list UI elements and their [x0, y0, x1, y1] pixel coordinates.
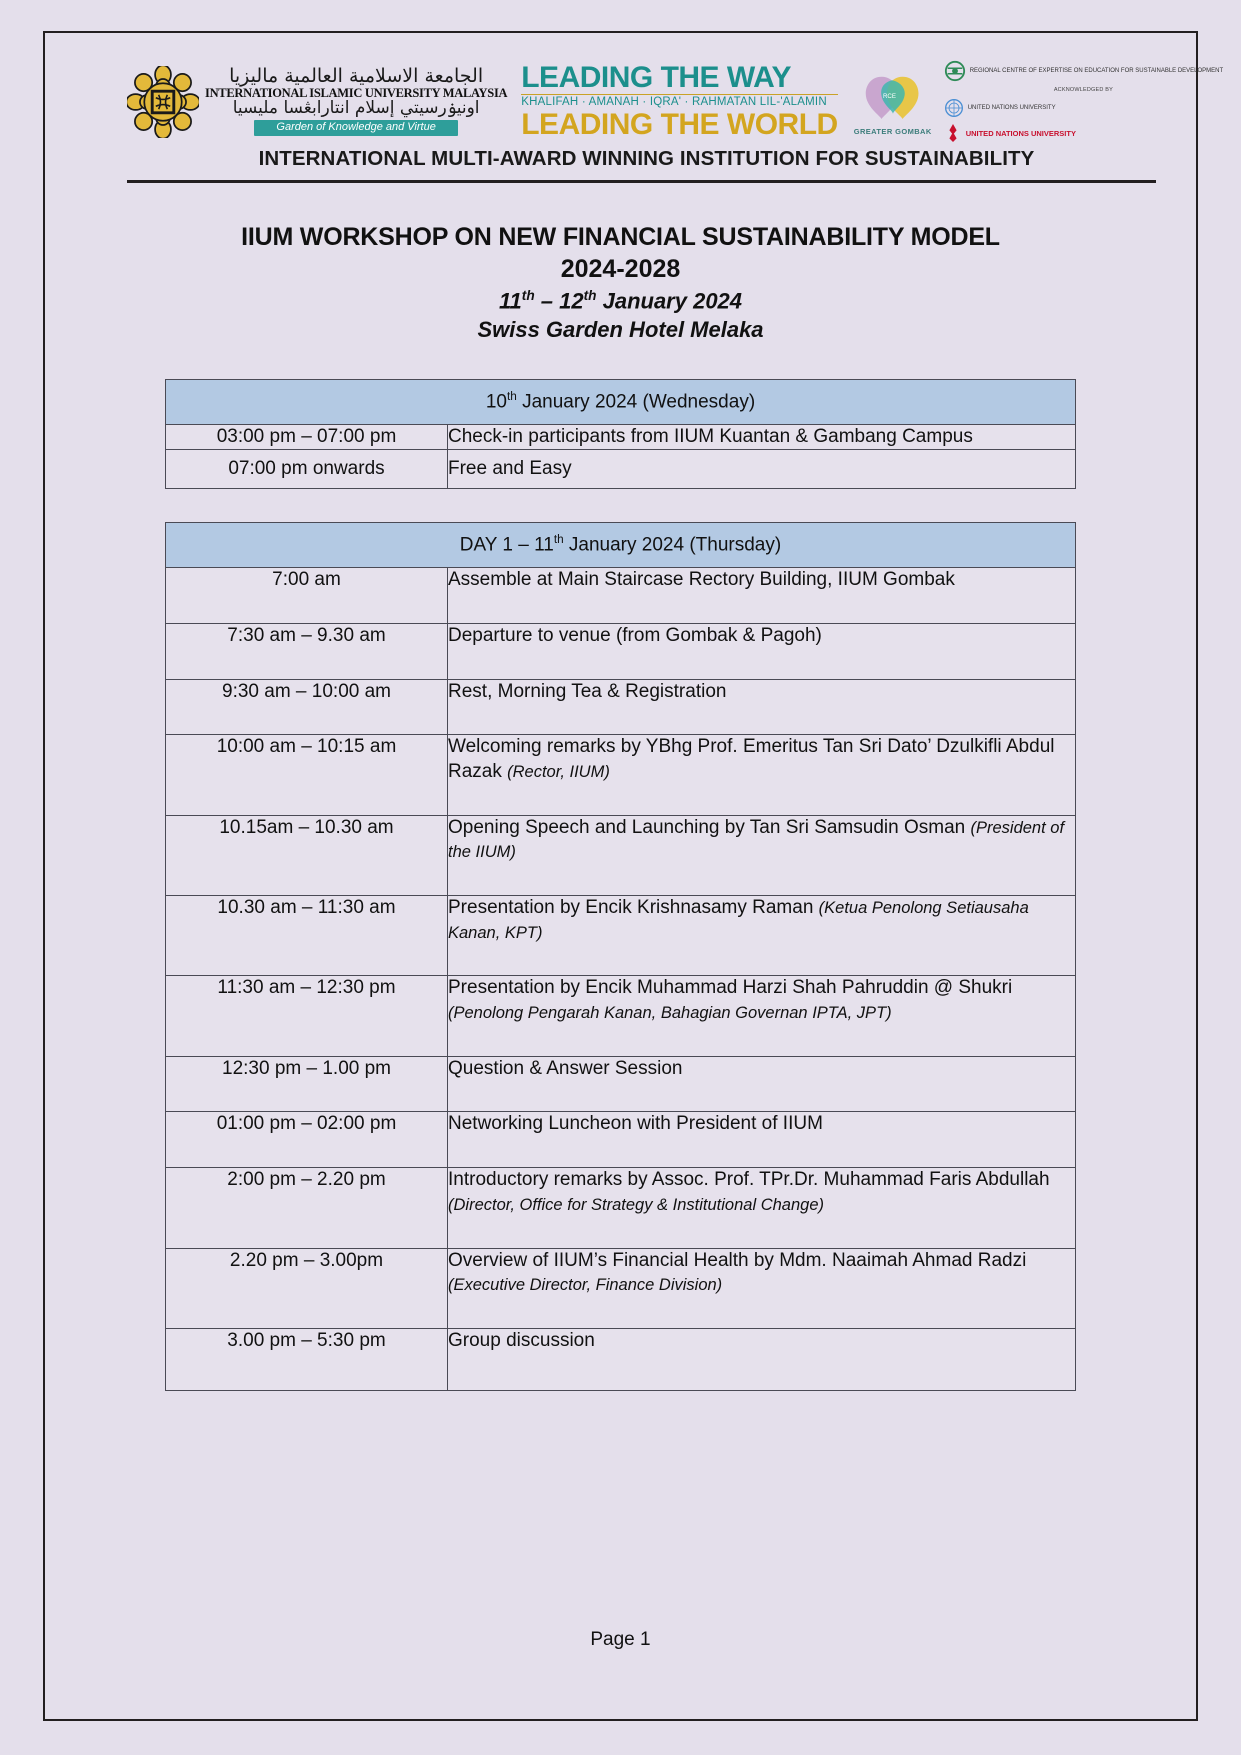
leading-the-way-line2: LEADING THE WORLD — [521, 108, 838, 142]
row-time: 12:30 pm – 1.00 pm — [166, 1056, 448, 1112]
day0-header — [166, 379, 1076, 424]
table-row — [166, 623, 1076, 679]
row-time: 7:30 am – 9.30 am — [166, 623, 448, 679]
table-row — [166, 450, 1076, 489]
row-time: 03:00 pm – 07:00 pm — [166, 424, 448, 450]
row-activity — [448, 424, 1076, 450]
date-prefix: 11 — [498, 288, 522, 314]
row-activity-text: Check-in participants from IIUM Kuantan & Gambang Campus — [448, 425, 973, 447]
iium-logo — [127, 66, 507, 138]
workshop-dates — [45, 287, 1196, 316]
university-name-arabic: الجامعة الاسلامية العالمية ماليزيا — [229, 64, 484, 87]
unu-label: UNITED NATIONS UNIVERSITY — [965, 128, 1076, 138]
row-activity — [448, 735, 1076, 815]
row-activity — [448, 568, 1076, 624]
row-activity — [448, 1168, 1076, 1248]
un-emblem-icon — [944, 98, 964, 118]
row-activity-text: Rest, Morning Tea & Registration — [448, 680, 727, 702]
leading-the-way-logo — [521, 60, 838, 142]
header-banner — [127, 54, 1224, 174]
row-activity-detail: (Executive Director, Finance Division) — [448, 1276, 723, 1295]
leading-the-way-line1: LEADING THE WAY — [521, 60, 791, 94]
table-row — [166, 815, 1076, 895]
rce-globe-icon — [944, 60, 966, 82]
row-activity-text: Free and Easy — [448, 458, 572, 480]
table-header-row — [166, 379, 1076, 424]
table-row — [166, 1112, 1076, 1168]
row-activity — [448, 1248, 1076, 1328]
row-time: 11:30 am – 12:30 pm — [166, 976, 448, 1056]
date-middle: – 12 — [534, 288, 584, 314]
row-activity-text: Welcoming remarks by YBhg Prof. Emeritus Tan Sri Dato’ Dzulkifli Abdul Razak — [448, 736, 1055, 782]
row-time: 2.20 pm – 3.00pm — [166, 1248, 448, 1328]
row-activity-text: Group discussion — [448, 1329, 595, 1351]
leading-the-way-values: KHALIFAH · AMANAH · IQRA' · RAHMATAN LIL-'ALAMIN — [521, 94, 837, 109]
greater-gombak-label: GREATER GOMBAK — [853, 126, 932, 136]
row-activity-text: Presentation by Encik Muhammad Harzi Shah Pahruddin @ Shukri — [448, 977, 1013, 999]
schedule-table-day0 — [165, 379, 1076, 490]
table-row — [166, 679, 1076, 735]
row-time: 10:00 am – 10:15 am — [166, 735, 448, 815]
row-time: 07:00 pm onwards — [166, 450, 448, 489]
row-activity-text: Networking Luncheon with President of IIUM — [448, 1113, 823, 1135]
row-activity-detail: (Penolong Pengarah Kanan, Bahagian Governan IPTA, JPT) — [448, 1004, 892, 1023]
table-row — [166, 1168, 1076, 1248]
table-row — [166, 568, 1076, 624]
iium-flower-emblem-icon — [127, 66, 199, 138]
row-time: 10.30 am – 11:30 am — [166, 896, 448, 976]
row-activity — [448, 1056, 1076, 1112]
document-page — [43, 31, 1224, 1721]
sustainability-tagline: INTERNATIONAL MULTI-AWARD WINNING INSTITUTION FOR SUSTAINABILITY — [258, 147, 1035, 170]
row-time: 3.00 pm – 5:30 pm — [166, 1328, 448, 1390]
table-row — [166, 1248, 1076, 1328]
un-university-caption: UNITED NATIONS UNIVERSITY — [967, 104, 1056, 111]
row-activity-text: Question & Answer Session — [448, 1057, 683, 1079]
day0-header-ordinal: th — [506, 389, 517, 403]
workshop-title: IIUM WORKSHOP ON NEW FINANCIAL SUSTAINABILITY MODEL — [241, 223, 1000, 251]
table-row — [166, 1056, 1076, 1112]
banner-divider — [127, 180, 1156, 183]
rce-caption: REGIONAL CENTRE OF EXPERTISE ON EDUCATION FOR SUSTAINABLE DEVELOPMENT — [969, 67, 1224, 74]
row-activity-text: Presentation by Encik Krishnasamy Raman — [448, 897, 819, 919]
table-row — [166, 735, 1076, 815]
date-ordinal-1: th — [521, 288, 535, 303]
workshop-years: 2024-2028 — [560, 255, 681, 283]
row-activity-detail: (Rector, IIUM) — [507, 762, 610, 781]
row-activity — [448, 679, 1076, 735]
date-ordinal-2: th — [583, 288, 597, 303]
day1-header-suffix: January 2024 (Thursday) — [563, 534, 782, 556]
page-number: Page 1 — [590, 1629, 651, 1650]
table-row — [166, 1328, 1076, 1390]
university-name-jawi: اونيۏرسيتي إسلام انتارابڠسا مليسيا — [232, 98, 480, 119]
row-activity — [448, 450, 1076, 489]
unu-logo-icon — [944, 123, 962, 143]
row-activity — [448, 815, 1076, 895]
row-activity — [448, 896, 1076, 976]
row-time: 01:00 pm – 02:00 pm — [166, 1112, 448, 1168]
day0-header-prefix: 10 — [485, 390, 507, 412]
schedule-table-day1 — [165, 522, 1076, 1391]
table-header-row — [166, 523, 1076, 568]
row-time: 9:30 am – 10:00 am — [166, 679, 448, 735]
row-activity — [448, 1112, 1076, 1168]
row-activity-detail: (President of the IIUM) — [448, 818, 1065, 862]
greater-gombak-logo — [854, 68, 932, 136]
row-time: 2:00 pm – 2.20 pm — [166, 1168, 448, 1248]
day1-header-prefix: DAY 1 – 11 — [459, 534, 554, 556]
row-activity-text: Opening Speech and Launching by Tan Sri Samsudin Osman — [448, 816, 971, 838]
row-activity — [448, 1328, 1076, 1390]
row-time: 10.15am – 10.30 am — [166, 815, 448, 895]
table-row — [166, 896, 1076, 976]
university-name-english: INTERNATIONAL ISLAMIC UNIVERSITY MALAYSIA — [205, 85, 508, 100]
row-activity-text: Introductory remarks by Assoc. Prof. TPr.Dr. Muhammad Faris Abdullah — [448, 1169, 1050, 1191]
document-title-block — [45, 221, 1196, 345]
row-activity-text: Departure to venue (from Gombak & Pagoh) — [448, 624, 822, 646]
day1-header — [166, 523, 1076, 568]
table-row — [166, 976, 1076, 1056]
acknowledged-by-label: ACKNOWLEDGED BY — [1053, 87, 1114, 93]
certification-logos — [944, 60, 1224, 143]
page-footer — [45, 1629, 1196, 1651]
rce-heart-icon — [862, 68, 924, 126]
table-row — [166, 424, 1076, 450]
day1-header-ordinal: th — [553, 533, 564, 547]
row-activity-text: Overview of IIUM’s Financial Health by Mdm. Naaimah Ahmad Radzi — [448, 1249, 1027, 1271]
day0-header-suffix: January 2024 (Wednesday) — [516, 390, 756, 412]
date-suffix: January 2024 — [596, 288, 743, 314]
row-activity-text: Assemble at Main Staircase Rectory Building, IIUM Gombak — [448, 569, 955, 591]
workshop-venue: Swiss Garden Hotel Melaka — [477, 316, 764, 342]
motto-ribbon: Garden of Knowledge and Virtue — [254, 120, 457, 136]
row-activity — [448, 623, 1076, 679]
row-time: 7:00 am — [166, 568, 448, 624]
row-activity-detail: (Director, Office for Strategy & Institutional Change) — [448, 1195, 824, 1214]
row-activity-detail: (Ketua Penolong Setiausaha Kanan, KPT) — [448, 899, 1029, 942]
row-activity — [448, 976, 1076, 1056]
svg-text:RCE: RCE — [882, 92, 896, 100]
